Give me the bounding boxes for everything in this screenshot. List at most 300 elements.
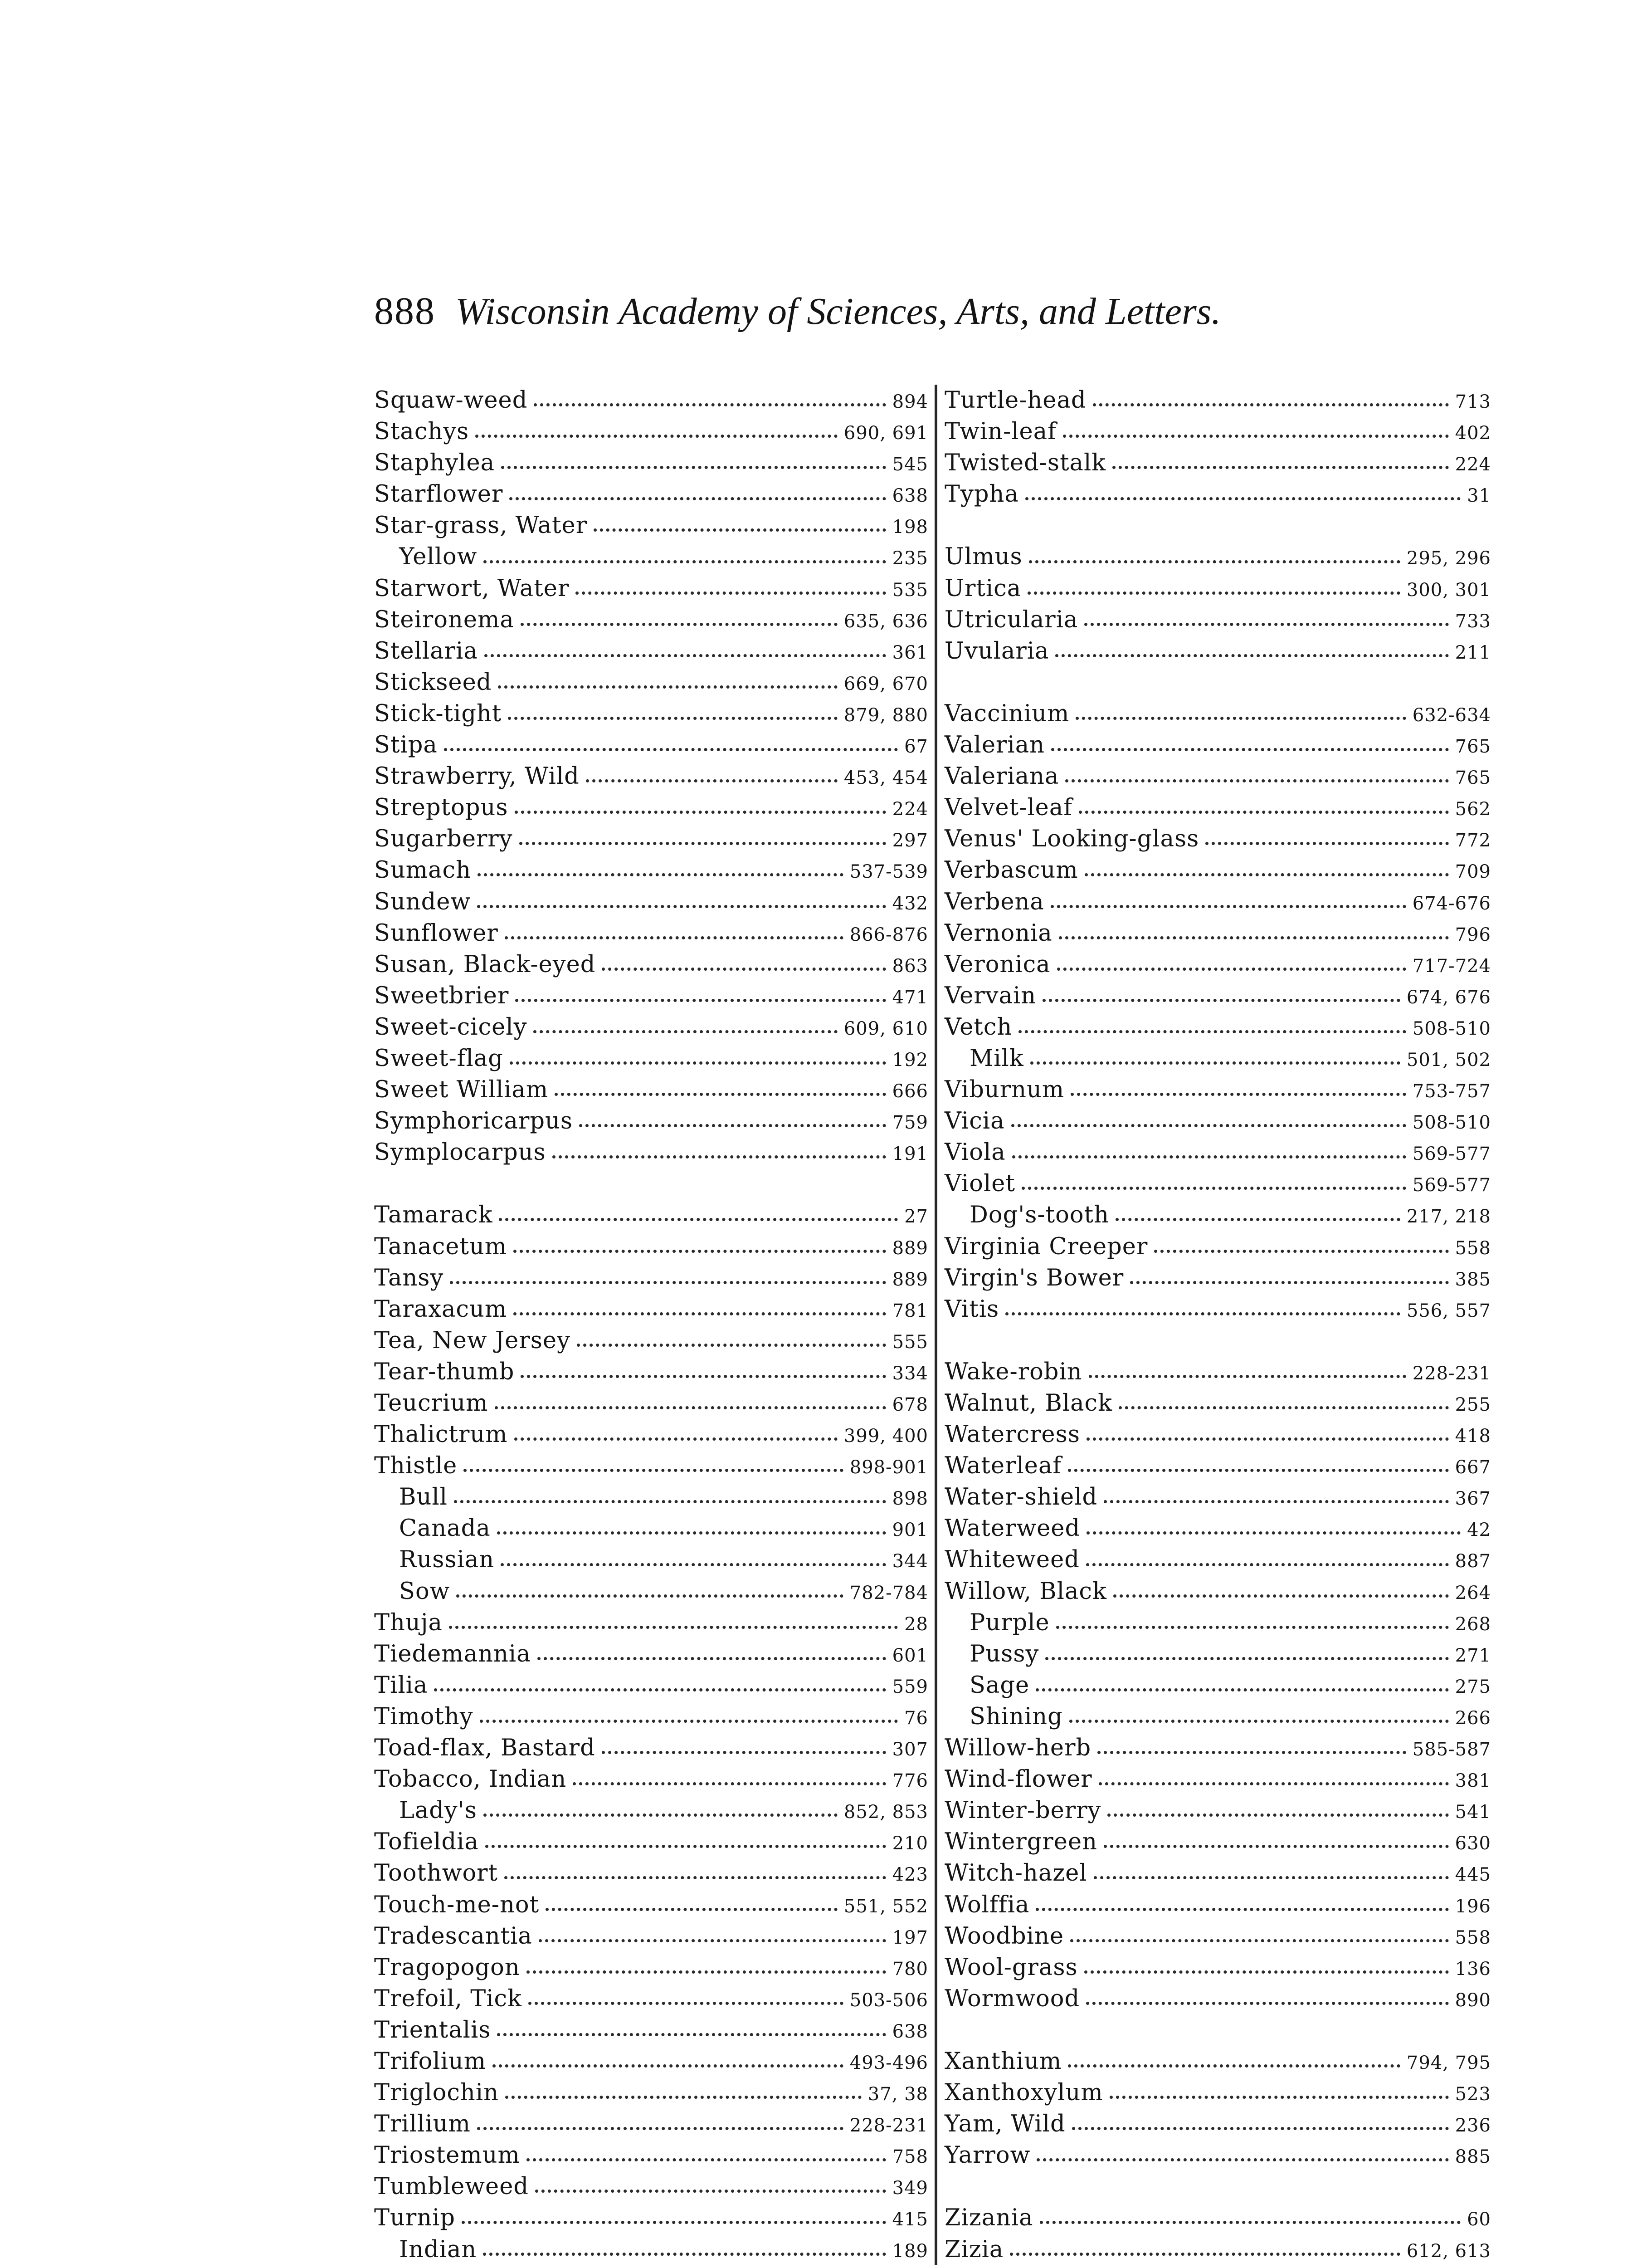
- index-term: Symplocarpus: [374, 1139, 546, 1166]
- index-term: Twisted-stalk: [945, 450, 1106, 477]
- page-reference: 415: [892, 2209, 928, 2230]
- index-entry: [945, 416, 1491, 447]
- page-reference: 667: [1455, 1457, 1491, 1478]
- index-entry: [945, 1388, 1491, 1419]
- page-reference: 765: [1455, 767, 1491, 789]
- page-reference: 585-587: [1412, 1739, 1491, 1760]
- index-term: Sweet-flag: [374, 1045, 503, 1072]
- index-term: Sugarberry: [374, 826, 513, 853]
- index-entry: [945, 1012, 1491, 1043]
- index-term: Verbascum: [945, 857, 1078, 884]
- dot-leader: [1104, 1845, 1449, 1848]
- page-reference: 898: [892, 1488, 928, 1510]
- index-entry: [945, 447, 1491, 479]
- index-entry: [945, 855, 1491, 886]
- dot-leader: [485, 1845, 886, 1848]
- section-gap: [374, 1168, 928, 1199]
- index-entry: [374, 1607, 928, 1638]
- index-term: Lady's: [399, 1797, 477, 1824]
- index-entry: [374, 1826, 928, 1857]
- page-reference: 453, 454: [843, 767, 928, 789]
- dot-leader: [1094, 1876, 1449, 1879]
- index-entry: [374, 1889, 928, 1921]
- index-term: Vicia: [945, 1108, 1005, 1135]
- page-reference: 228-231: [1412, 1363, 1491, 1384]
- dot-leader: [1012, 1155, 1406, 1158]
- dot-leader: [1072, 2127, 1449, 2130]
- page-reference: 780: [892, 1958, 928, 1980]
- dot-leader: [499, 1218, 898, 1221]
- index-entry: [374, 855, 928, 886]
- page-reference: 690, 691: [843, 423, 928, 444]
- index-entry: [945, 2202, 1491, 2234]
- dot-leader: [1097, 1751, 1406, 1754]
- index-term: Veronica: [945, 951, 1051, 978]
- index-term: Xanthoxylum: [945, 2079, 1103, 2107]
- page-reference: 76: [904, 1707, 928, 1729]
- page-reference: 224: [1455, 454, 1491, 475]
- index-entry: [374, 761, 928, 792]
- dot-leader: [513, 1250, 886, 1253]
- dot-leader: [1154, 1250, 1448, 1253]
- dot-leader: [480, 1720, 898, 1723]
- index-term: Wake-robin: [945, 1358, 1082, 1385]
- section-gap: [945, 510, 1491, 541]
- dot-leader: [528, 2002, 843, 2005]
- index-term: Wormwood: [945, 1985, 1080, 2012]
- index-entry: [374, 510, 928, 541]
- page-reference: 776: [892, 1770, 928, 1792]
- page-reference: 765: [1455, 736, 1491, 758]
- dot-leader: [573, 1782, 886, 1785]
- index-term: Vervain: [945, 982, 1037, 1009]
- index-term: Symphoricarpus: [374, 1108, 573, 1135]
- index-entry: [945, 1450, 1491, 1481]
- index-term: Stipa: [374, 732, 438, 759]
- index-entry: [374, 1670, 928, 1701]
- index-term: Thalictrum: [374, 1421, 508, 1448]
- page-reference: 558: [1455, 1237, 1491, 1259]
- page-reference: 501, 502: [1406, 1049, 1491, 1070]
- page-reference: 609, 610: [843, 1018, 928, 1039]
- index-term: Vetch: [945, 1013, 1013, 1041]
- page-reference: 601: [892, 1645, 928, 1666]
- index-term: Valeriana: [945, 763, 1059, 790]
- page-reference: 508-510: [1412, 1018, 1491, 1039]
- dot-leader: [484, 654, 886, 657]
- index-entry: [945, 1105, 1491, 1137]
- dot-leader: [495, 1406, 886, 1409]
- index-term: Verbena: [945, 888, 1044, 915]
- page-reference: 255: [1455, 1394, 1491, 1415]
- dot-leader: [513, 1312, 886, 1315]
- dot-leader: [1063, 435, 1449, 438]
- dot-leader: [477, 905, 886, 908]
- index-term: Vitis: [945, 1295, 999, 1323]
- dot-leader: [579, 1124, 886, 1127]
- dot-leader: [1022, 1187, 1406, 1190]
- index-term: Yellow: [399, 543, 478, 571]
- page-reference: 471: [892, 987, 928, 1008]
- index-term: Tumbleweed: [374, 2173, 529, 2200]
- dot-leader: [1018, 1030, 1406, 1033]
- dot-leader: [449, 1626, 898, 1629]
- dot-leader: [456, 1594, 843, 1598]
- dot-leader: [533, 1030, 837, 1033]
- page-reference: 432: [892, 893, 928, 914]
- index-entry: [945, 1513, 1491, 1544]
- index-entry: [374, 667, 928, 698]
- index-entry: [374, 1952, 928, 1983]
- index-subentry: [374, 1544, 928, 1575]
- index-term: Tilia: [374, 1672, 428, 1699]
- page-reference: 402: [1455, 423, 1491, 444]
- page-reference: 385: [1455, 1269, 1491, 1290]
- index-term: Star-grass, Water: [374, 512, 588, 539]
- index-entry: [945, 1764, 1491, 1795]
- index-entry: [945, 1983, 1491, 2014]
- index-term: Tobacco, Indian: [374, 1766, 567, 1793]
- dot-leader: [1036, 1688, 1448, 1691]
- index-term: Squaw-weed: [374, 387, 528, 414]
- dot-leader: [483, 1813, 838, 1817]
- index-entry: [374, 1356, 928, 1388]
- page-reference: 638: [892, 485, 928, 507]
- page-reference: 713: [1455, 391, 1491, 412]
- page-reference: 863: [892, 955, 928, 977]
- index-subentry: [374, 1576, 928, 1607]
- index-term: Venus' Looking-glass: [945, 826, 1199, 853]
- dot-leader: [539, 1939, 886, 1942]
- page-reference: 192: [892, 1049, 928, 1070]
- index-entry: [945, 823, 1491, 855]
- index-entry: [945, 1795, 1491, 1826]
- index-entry: [374, 1012, 928, 1043]
- page-reference: 367: [1455, 1488, 1491, 1510]
- index-entry: [945, 2108, 1491, 2140]
- index-term: Urtica: [945, 575, 1022, 602]
- dot-leader: [1045, 1657, 1448, 1660]
- dot-leader: [477, 2127, 843, 2130]
- index-entry: [374, 698, 928, 729]
- page-reference: 852, 853: [843, 1802, 928, 1823]
- index-term: Tamarack: [374, 1202, 493, 1229]
- page-reference: 361: [892, 642, 928, 663]
- index-column-right: [945, 385, 1491, 2267]
- dot-leader: [577, 1344, 886, 1347]
- index-entry: [945, 1732, 1491, 1764]
- page-reference: 307: [892, 1739, 928, 1760]
- page-reference: 894: [892, 391, 928, 412]
- index-term: Sweet-cicely: [374, 1013, 527, 1041]
- index-term: Streptopus: [374, 794, 508, 821]
- index-term: Purple: [970, 1609, 1050, 1636]
- dot-leader: [501, 1563, 886, 1566]
- running-head: [374, 288, 1462, 352]
- index-subentry: [374, 1795, 928, 1826]
- page-reference: 866-876: [849, 924, 928, 945]
- page-reference: 399, 400: [843, 1426, 928, 1447]
- index-entry: [374, 1857, 928, 1889]
- dot-leader: [1084, 623, 1448, 626]
- index-term: Trillium: [374, 2111, 471, 2138]
- index-term: Uvularia: [945, 637, 1049, 665]
- index-term: Milk: [970, 1045, 1024, 1072]
- index-subentry: [374, 1513, 928, 1544]
- page-reference: 67: [904, 736, 928, 758]
- index-term: Teucrium: [374, 1390, 488, 1417]
- index-entry: [945, 698, 1491, 729]
- index-term: Trifolium: [374, 2048, 487, 2075]
- dot-leader: [1119, 1406, 1449, 1409]
- index-subentry: [945, 1607, 1491, 1638]
- page-reference: 733: [1455, 611, 1491, 632]
- index-entry: [374, 573, 928, 604]
- index-term: Willow, Black: [945, 1578, 1107, 1605]
- dot-leader: [586, 779, 838, 782]
- dot-leader: [1056, 1626, 1449, 1629]
- journal-title: Wisconsin Academy of Sciences, Arts, and Letters.: [455, 290, 1221, 332]
- dot-leader: [537, 1657, 886, 1660]
- index-entry: [945, 1544, 1491, 1575]
- index-entry: [374, 1074, 928, 1105]
- dot-leader: [1010, 2253, 1400, 2256]
- index-term: Sunflower: [374, 919, 498, 947]
- index-term: Toad-flax, Bastard: [374, 1735, 595, 1762]
- page-reference: 545: [892, 454, 928, 475]
- page-reference: 674, 676: [1406, 987, 1491, 1008]
- section-gap: [945, 667, 1491, 698]
- index-term: Velvet-leaf: [945, 794, 1073, 821]
- index-entry: [374, 1262, 928, 1294]
- index-term: Zizania: [945, 2204, 1033, 2232]
- page-reference: 901: [892, 1520, 928, 1541]
- index-entry: [945, 1481, 1491, 1513]
- index-entry: [374, 1199, 928, 1231]
- index-entry: [374, 2014, 928, 2046]
- dot-leader: [462, 2221, 886, 2224]
- index-term: Tanacetum: [374, 1233, 507, 1260]
- index-term: Twin-leaf: [945, 418, 1057, 445]
- index-term: Starwort, Water: [374, 575, 570, 602]
- dot-leader: [519, 842, 886, 845]
- page-reference: 558: [1455, 1927, 1491, 1948]
- dot-leader: [505, 936, 843, 939]
- page-reference: 556, 557: [1406, 1300, 1491, 1321]
- dot-leader: [552, 1155, 886, 1158]
- page-reference: 271: [1455, 1645, 1491, 1666]
- page-reference: 559: [892, 1676, 928, 1697]
- dot-leader: [515, 999, 886, 1002]
- dot-leader: [575, 591, 886, 595]
- index-entry: [374, 1388, 928, 1419]
- dot-leader: [497, 2033, 886, 2036]
- dot-leader: [1025, 497, 1461, 500]
- index-term: Indian: [399, 2236, 477, 2263]
- index-entry: [945, 1294, 1491, 1325]
- index-term: Tiedemannia: [374, 1640, 531, 1667]
- index-subentry: [945, 1670, 1491, 1701]
- dot-leader: [534, 403, 886, 406]
- index-entry: [945, 1074, 1491, 1105]
- index-entry: [374, 1450, 928, 1481]
- index-entry: [374, 1764, 928, 1795]
- dot-leader: [463, 1469, 843, 1472]
- dot-leader: [1099, 1782, 1449, 1785]
- index-term: Starflower: [374, 481, 503, 508]
- index-term: Woodbine: [945, 1922, 1064, 1950]
- index-entry: [374, 1701, 928, 1732]
- dot-leader: [1070, 1939, 1449, 1942]
- page-reference: 493-496: [849, 2052, 928, 2073]
- dot-leader: [1011, 1124, 1406, 1127]
- page-reference: 569-577: [1412, 1144, 1491, 1165]
- page-reference: 569-577: [1412, 1175, 1491, 1196]
- dot-leader: [515, 811, 886, 814]
- page-reference: 191: [892, 1144, 928, 1165]
- dot-leader: [1079, 811, 1449, 814]
- page-reference: 196: [1455, 1896, 1491, 1917]
- page-reference: 423: [892, 1864, 928, 1886]
- dot-leader: [1043, 999, 1400, 1002]
- dot-leader: [1057, 968, 1406, 971]
- index-entry: [945, 980, 1491, 1012]
- index-subentry: [945, 1638, 1491, 1670]
- index-entry: [374, 2202, 928, 2234]
- index-term: Stellaria: [374, 637, 478, 665]
- dot-leader: [1065, 779, 1448, 782]
- index-term: Touch-me-not: [374, 1891, 540, 1918]
- dot-leader: [1030, 1061, 1400, 1065]
- dot-leader: [483, 560, 886, 563]
- page-reference: 612, 613: [1406, 2240, 1491, 2262]
- index-entry: [945, 1168, 1491, 1199]
- index-entry: [374, 1419, 928, 1450]
- index-term: Thuja: [374, 1609, 443, 1636]
- index-entry: [945, 1857, 1491, 1889]
- index-term: Ulmus: [945, 543, 1023, 571]
- dot-leader: [1029, 560, 1400, 563]
- index-term: Pussy: [970, 1640, 1039, 1667]
- index-entry: [374, 1983, 928, 2014]
- index-term: Witch-hazel: [945, 1860, 1087, 1887]
- dot-leader: [497, 1531, 886, 1535]
- section-gap: [945, 2171, 1491, 2202]
- page-reference: 198: [892, 517, 928, 538]
- page-reference: 717-724: [1412, 955, 1491, 977]
- index-entry: [945, 729, 1491, 761]
- dot-leader: [504, 1876, 886, 1879]
- index-entry: [374, 792, 928, 823]
- index-entry: [945, 2046, 1491, 2077]
- index-entry: [374, 1231, 928, 1262]
- dot-leader: [1116, 1218, 1400, 1221]
- index-entry: [374, 1638, 928, 1670]
- index-term: Water-shield: [945, 1484, 1098, 1511]
- index-entry: [945, 1137, 1491, 1168]
- dot-leader: [526, 1970, 886, 1974]
- dot-leader: [492, 2064, 843, 2068]
- page-reference: 60: [1467, 2209, 1491, 2230]
- page-reference: 27: [904, 1206, 928, 1227]
- section-gap: [945, 2014, 1491, 2046]
- page-reference: 709: [1455, 861, 1491, 883]
- index-entry: [945, 1231, 1491, 1262]
- index-term: Dog's-tooth: [970, 1202, 1109, 1229]
- index-term: Trientalis: [374, 2016, 491, 2043]
- index-term: Sundew: [374, 888, 471, 915]
- index-entry: [374, 1732, 928, 1764]
- dot-leader: [1036, 1908, 1448, 1911]
- dot-leader: [521, 1375, 886, 1378]
- page-reference: 235: [892, 548, 928, 569]
- page-reference: 266: [1455, 1707, 1491, 1729]
- dot-leader: [1086, 1563, 1449, 1566]
- page-reference: 445: [1455, 1864, 1491, 1886]
- page-reference: 759: [892, 1112, 928, 1134]
- page-reference: 189: [892, 2240, 928, 2262]
- dot-leader: [478, 873, 843, 876]
- index-term: Turtle-head: [945, 387, 1087, 414]
- index-entry: [374, 416, 928, 447]
- index-term: Sow: [399, 1578, 450, 1605]
- page-reference: 638: [892, 2021, 928, 2042]
- dot-leader: [1087, 1531, 1461, 1535]
- index-term: Xanthium: [945, 2048, 1062, 2075]
- index-term: Valerian: [945, 732, 1045, 759]
- dot-leader: [434, 1688, 886, 1691]
- dot-leader: [1051, 748, 1449, 751]
- dot-leader: [1059, 936, 1449, 939]
- index-subentry: [374, 2234, 928, 2265]
- page-reference: 635, 636: [843, 611, 928, 632]
- index-term: Tansy: [374, 1264, 444, 1291]
- index-term: Sage: [970, 1672, 1030, 1699]
- index-term: Zizia: [945, 2236, 1004, 2263]
- section-gap: [945, 1325, 1491, 1356]
- index-entry: [945, 1921, 1491, 1952]
- page-reference: 889: [892, 1269, 928, 1290]
- index-term: Sumach: [374, 857, 471, 884]
- index-term: Bull: [399, 1484, 448, 1511]
- page-reference: 772: [1455, 830, 1491, 851]
- page-reference: 523: [1455, 2084, 1491, 2105]
- column-divider: [935, 385, 937, 2265]
- page-reference: 381: [1455, 1770, 1491, 1792]
- index-term: Tragopogon: [374, 1954, 520, 1981]
- index-term: Thistle: [374, 1452, 458, 1480]
- dot-leader: [1104, 1500, 1448, 1503]
- index-entry: [374, 2077, 928, 2108]
- index-term: Susan, Black-eyed: [374, 951, 596, 978]
- index-term: Staphylea: [374, 450, 495, 477]
- index-entry: [374, 479, 928, 510]
- dot-leader: [1112, 466, 1448, 469]
- page-reference: 224: [892, 799, 928, 820]
- index-term: Virgin's Bower: [945, 1264, 1124, 1291]
- dot-leader: [1205, 842, 1448, 845]
- index-entry: [945, 792, 1491, 823]
- index-entry: [945, 761, 1491, 792]
- page-reference: 753-757: [1412, 1081, 1491, 1102]
- dot-leader: [1040, 2221, 1461, 2224]
- dot-leader: [1093, 403, 1449, 406]
- page-reference: 782-784: [849, 1582, 928, 1603]
- index-term: Watercress: [945, 1421, 1080, 1448]
- index-term: Wolffia: [945, 1891, 1030, 1918]
- index-term: Willow-herb: [945, 1735, 1092, 1762]
- index-term: Toothwort: [374, 1860, 498, 1887]
